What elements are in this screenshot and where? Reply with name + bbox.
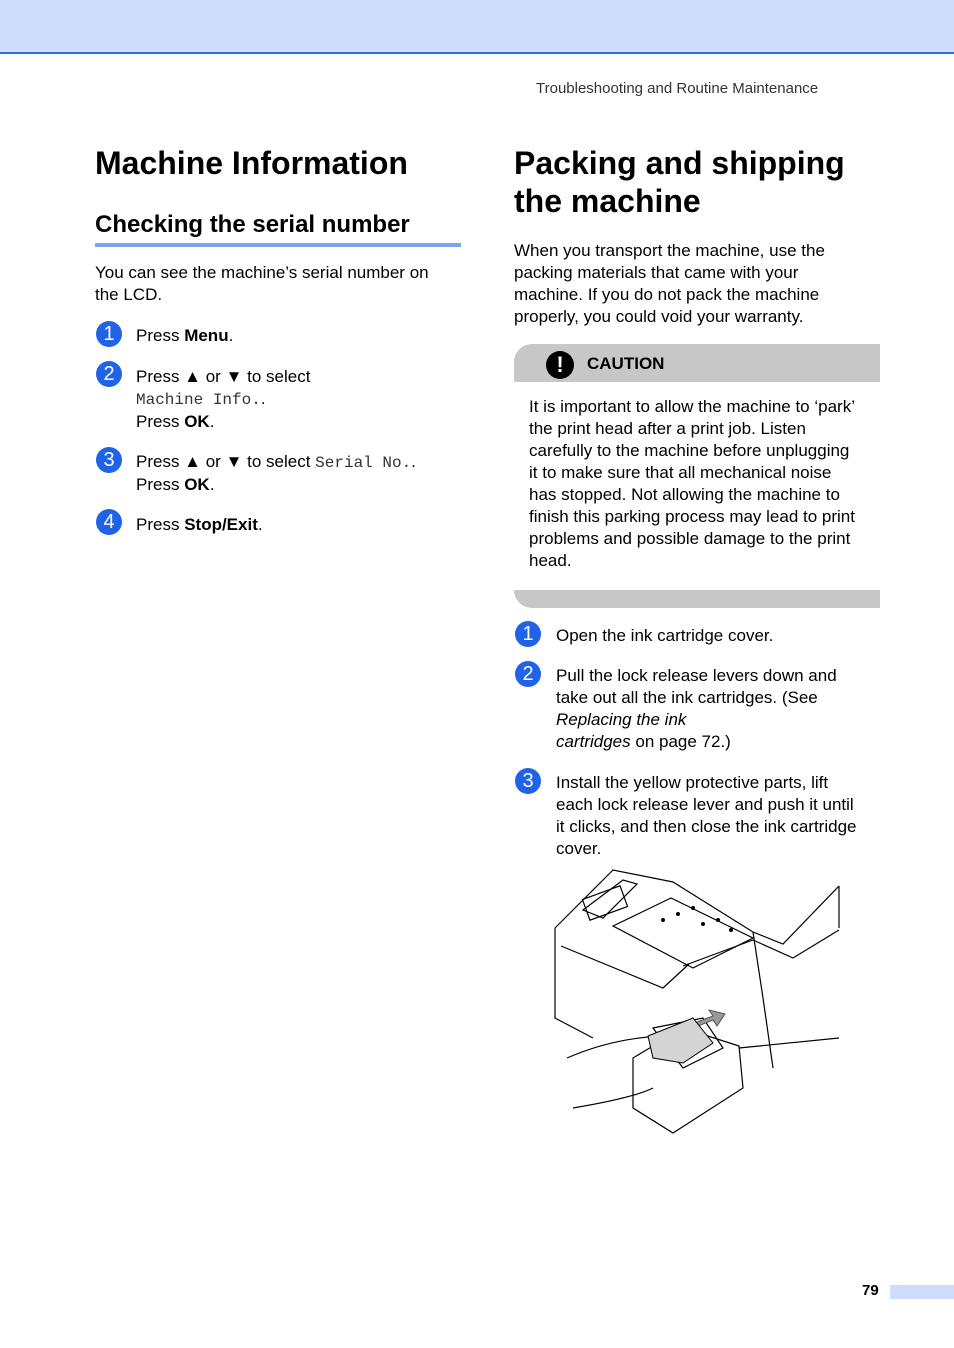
header-bar xyxy=(0,0,954,54)
step-number-icon: 2 xyxy=(96,361,122,387)
step-number-icon: 3 xyxy=(96,447,122,473)
intro-paragraph: You can see the machine’s serial number on the LCD. xyxy=(95,263,429,304)
printer-illustration xyxy=(553,868,843,1136)
section-title: Machine Information xyxy=(95,145,408,181)
subsection-rule xyxy=(95,243,461,247)
protective-part xyxy=(648,1018,713,1063)
caution-text: It is important to allow the machine to ‘park’ the print head after a print job. Listen carefully to the machine before unplugging it to make sure that all mechanical noise has stopped. Not allowing the machine to finish this parking process may lead to print problems and possible damage to the print head. xyxy=(529,397,855,570)
running-head: Troubleshooting and Routine Maintenance xyxy=(536,80,819,97)
step-number-icon: 1 xyxy=(96,321,122,347)
page-tab xyxy=(890,1285,954,1299)
subsection-title: Checking the serial number xyxy=(95,211,410,238)
step-number-icon: 4 xyxy=(96,509,122,535)
step-number-icon: 2 xyxy=(515,661,541,687)
step-number-icon: 3 xyxy=(515,768,541,794)
warning-icon: ! xyxy=(546,351,574,379)
caution-header xyxy=(514,344,880,382)
step-number-icon: 1 xyxy=(515,621,541,647)
page-number: 79 xyxy=(862,1282,879,1299)
packing-intro: When you transport the machine, use the packing materials that came with your machine. If you do not pack the machine properly, you could void your warranty. xyxy=(514,241,825,326)
caution-footer xyxy=(514,590,880,608)
caution-label: CAUTION xyxy=(587,354,665,373)
section-title-packing: Packing and shipping the machine xyxy=(514,145,845,219)
